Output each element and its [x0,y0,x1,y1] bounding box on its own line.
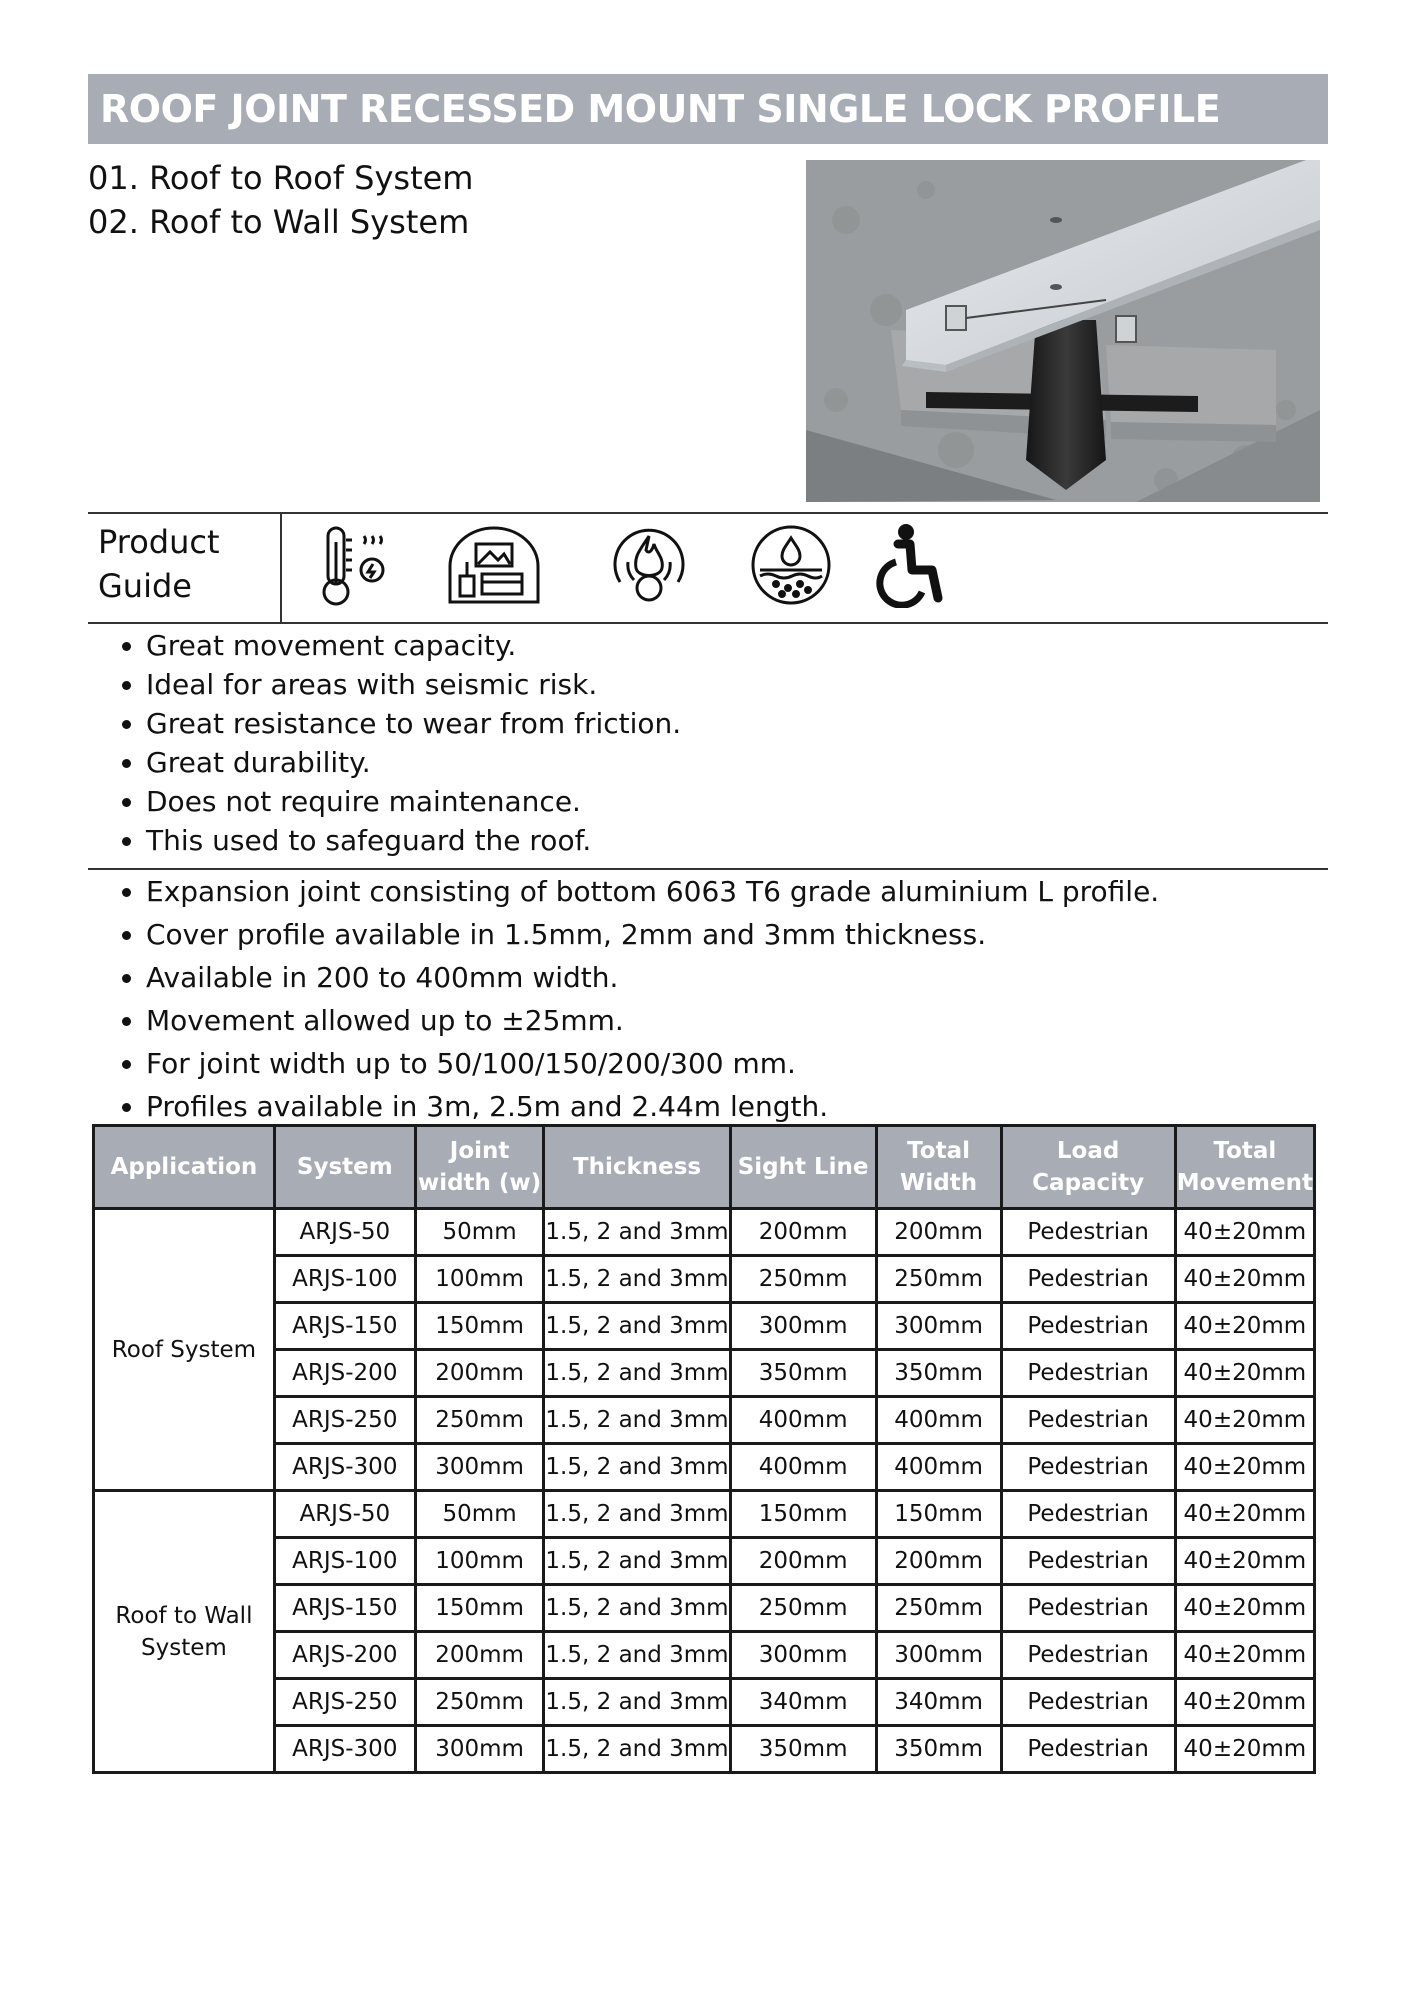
table-row [94,1350,1315,1397]
table-cell: 200mm [415,1350,544,1397]
feature-item: • Great durability. [146,743,681,782]
table-cell: 150mm [730,1491,876,1538]
table-cell: 1.5, 2 and 3mm [544,1397,730,1444]
table-cell: 250mm [876,1585,1001,1632]
table-cell: 350mm [730,1350,876,1397]
table-cell: 1.5, 2 and 3mm [544,1303,730,1350]
table-cell: 300mm [876,1632,1001,1679]
table-cell: 250mm [730,1256,876,1303]
table-cell: 40±20mm [1175,1303,1314,1350]
table-cell: ARJS-50 [274,1491,415,1538]
table-cell: 1.5, 2 and 3mm [544,1444,730,1491]
table-cell: 350mm [730,1726,876,1773]
table-cell: 300mm [415,1726,544,1773]
table-cell: 1.5, 2 and 3mm [544,1632,730,1679]
table-cell: 200mm [730,1538,876,1585]
table-cell: ARJS-50 [274,1209,415,1256]
table-cell: 40±20mm [1175,1632,1314,1679]
table-cell: 40±20mm [1175,1256,1314,1303]
column-header: Load Capacity [1001,1126,1175,1209]
waterproof-icon [748,522,834,608]
table-cell: 250mm [415,1397,544,1444]
table-cell: ARJS-150 [274,1585,415,1632]
table-cell: 200mm [876,1538,1001,1585]
spec-item: • Cover profile available in 1.5mm, 2mm and 3mm thickness. [146,913,1159,956]
specification-table [92,1124,1316,1774]
title-bar [88,74,1328,144]
table-cell: 150mm [876,1491,1001,1538]
table-cell: Pedestrian [1001,1303,1175,1350]
table-cell: 250mm [415,1679,544,1726]
divider [88,622,1328,624]
table-cell: Pedestrian [1001,1397,1175,1444]
table-cell: 40±20mm [1175,1444,1314,1491]
column-header: Thickness [544,1126,730,1209]
table-cell: 1.5, 2 and 3mm [544,1209,730,1256]
table-cell: 150mm [415,1303,544,1350]
table-cell: 1.5, 2 and 3mm [544,1256,730,1303]
spec-item: • Movement allowed up to ±25mm. [146,999,1159,1042]
table-row [94,1209,1315,1256]
column-header: System [274,1126,415,1209]
table-cell: 100mm [415,1538,544,1585]
table-cell: 40±20mm [1175,1726,1314,1773]
table-cell: 350mm [876,1726,1001,1773]
table-cell: 40±20mm [1175,1209,1314,1256]
interior-room-icon [444,522,530,608]
column-header: Total Movement [1175,1126,1314,1209]
table-cell: Pedestrian [1001,1632,1175,1679]
application-cell: Roof to Wall System [94,1491,275,1773]
table-cell: 40±20mm [1175,1397,1314,1444]
spec-item: • Expansion joint consisting of bottom 6063 T6 grade aluminium L profile. [146,870,1159,913]
table-cell: ARJS-150 [274,1303,415,1350]
table-cell: 1.5, 2 and 3mm [544,1350,730,1397]
table-cell: 400mm [876,1397,1001,1444]
table-cell: 400mm [730,1444,876,1491]
system-list [88,156,473,244]
table-cell: 100mm [415,1256,544,1303]
table-row [94,1256,1315,1303]
table-cell: ARJS-200 [274,1350,415,1397]
table-cell: Pedestrian [1001,1444,1175,1491]
table-cell: 400mm [876,1444,1001,1491]
table-cell: ARJS-300 [274,1726,415,1773]
table-cell: 250mm [876,1256,1001,1303]
table-cell: Pedestrian [1001,1585,1175,1632]
table-cell: ARJS-100 [274,1256,415,1303]
table-row [94,1397,1315,1444]
table-row [94,1538,1315,1585]
table-cell: 40±20mm [1175,1538,1314,1585]
column-header: Total Width [876,1126,1001,1209]
spec-list [106,870,1159,1128]
table-cell: 1.5, 2 and 3mm [544,1538,730,1585]
guide-divider [280,512,282,622]
feature-item: • Great resistance to wear from friction. [146,704,681,743]
feature-item: • Does not require maintenance. [146,782,681,821]
table-cell: ARJS-300 [274,1444,415,1491]
table-cell: ARJS-250 [274,1397,415,1444]
table-cell: Pedestrian [1001,1538,1175,1585]
column-header: Sight Line [730,1126,876,1209]
table-cell: ARJS-100 [274,1538,415,1585]
table-cell: 1.5, 2 and 3mm [544,1491,730,1538]
table-cell: 340mm [876,1679,1001,1726]
table-row [94,1632,1315,1679]
table-cell: 250mm [730,1585,876,1632]
table-cell: Pedestrian [1001,1350,1175,1397]
table-cell: 1.5, 2 and 3mm [544,1585,730,1632]
table-cell: 200mm [730,1209,876,1256]
system-item: 01. Roof to Roof System [88,159,474,197]
feature-item: • Great movement capacity. [146,626,681,665]
system-item: 02. Roof to Wall System [88,203,470,241]
table-cell: 50mm [415,1491,544,1538]
table-cell: 40±20mm [1175,1491,1314,1538]
table-cell: 200mm [876,1209,1001,1256]
wheelchair-accessible-icon [876,522,962,608]
product-guide-label [98,520,220,608]
table-cell: 400mm [730,1397,876,1444]
table-cell: 340mm [730,1679,876,1726]
table-cell: 50mm [415,1209,544,1256]
column-header: Joint width (w) [415,1126,544,1209]
product-guide-line: Guide [98,567,192,605]
table-cell: 300mm [730,1632,876,1679]
feature-list [106,626,681,860]
table-row [94,1679,1315,1726]
table-cell: Pedestrian [1001,1679,1175,1726]
table-cell: 300mm [876,1303,1001,1350]
feature-item: • This used to safeguard the roof. [146,821,681,860]
thermometer-fire-icon [314,522,400,608]
spec-item: • For joint width up to 50/100/150/200/300 mm. [146,1042,1159,1085]
table-cell: 150mm [415,1585,544,1632]
fire-resistance-icon [606,522,692,608]
product-render-image [806,160,1320,502]
divider [88,512,1328,514]
table-cell: Pedestrian [1001,1726,1175,1773]
table-header-row [94,1126,1315,1209]
table-cell: ARJS-200 [274,1632,415,1679]
table-cell: Pedestrian [1001,1256,1175,1303]
application-cell: Roof System [94,1209,275,1491]
table-cell: 40±20mm [1175,1679,1314,1726]
table-cell: 1.5, 2 and 3mm [544,1679,730,1726]
table-cell: Pedestrian [1001,1491,1175,1538]
table-cell: 300mm [415,1444,544,1491]
table-row [94,1726,1315,1773]
table-row [94,1585,1315,1632]
table-row [94,1491,1315,1538]
table-cell: Pedestrian [1001,1209,1175,1256]
table-cell: 200mm [415,1632,544,1679]
table-cell: 350mm [876,1350,1001,1397]
table-cell: 40±20mm [1175,1350,1314,1397]
table-row [94,1444,1315,1491]
spec-item: • Available in 200 to 400mm width. [146,956,1159,999]
column-header: Application [94,1126,275,1209]
spec-item: • Profiles available in 3m, 2.5m and 2.44m length. [146,1085,1159,1128]
feature-item: • Ideal for areas with seismic risk. [146,665,681,704]
table-cell: 40±20mm [1175,1585,1314,1632]
table-body [94,1209,1315,1773]
table-row [94,1303,1315,1350]
table-cell: 1.5, 2 and 3mm [544,1726,730,1773]
table-cell: ARJS-250 [274,1679,415,1726]
table-cell: 300mm [730,1303,876,1350]
page-title: ROOF JOINT RECESSED MOUNT SINGLE LOCK PROFILE [100,87,1221,131]
product-guide-line: Product [98,523,220,561]
